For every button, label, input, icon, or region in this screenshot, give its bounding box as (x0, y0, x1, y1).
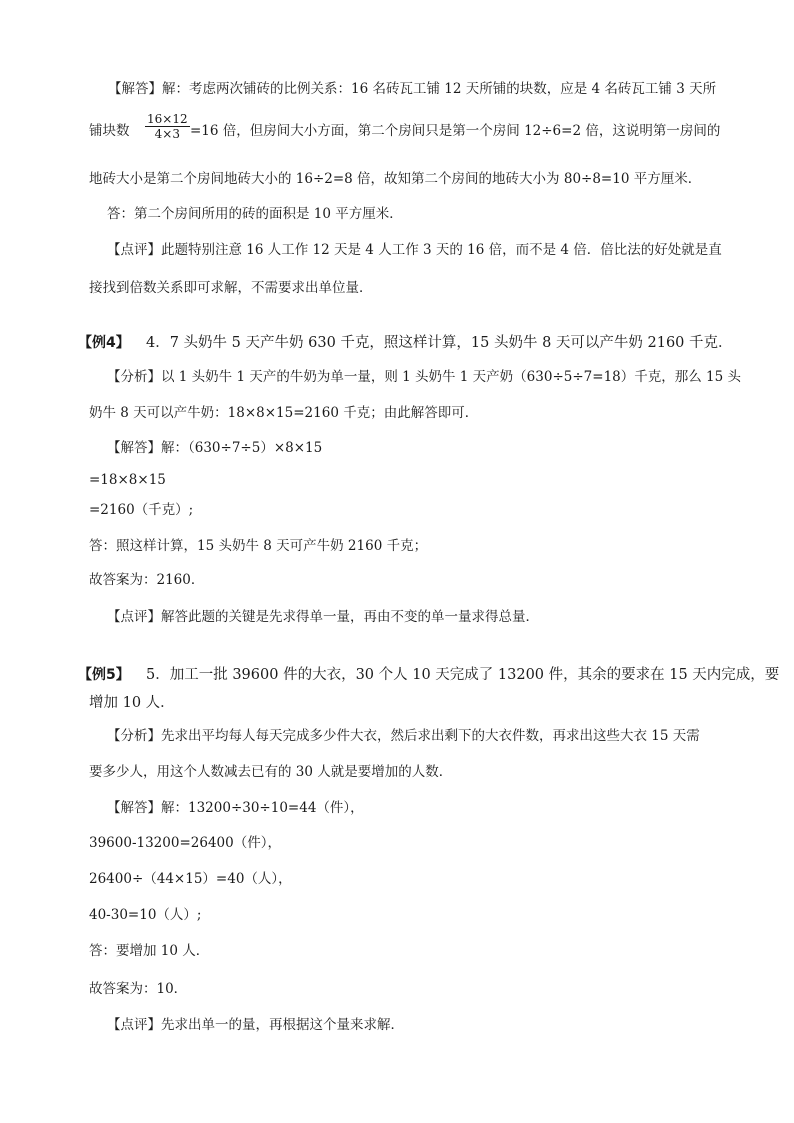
ex4-analysis-line-1: 【分析】以 1 头奶牛 1 天产的牛奶为单一量，则 1 头奶牛 1 天产奶（630÷5÷7=18）千克，那么 15 头 (107, 369, 742, 385)
ex3-answer-line-1: 【解答】解：考虑两次铺砖的比例关系：16 名砖瓦工铺 12 天所铺的块数，应是 4 名砖瓦工铺 3 天所 (108, 81, 717, 97)
ex3-comment-line-1: 【点评】此题特别注意 16 人工作 12 天是 4 人工作 3 天的 16 倍，而不是 4 倍．倍比法的好处就是直 (107, 242, 722, 258)
ex4-final-answer: 故答案为：2160． (89, 572, 205, 588)
ex5-question-line-1: 5．加工一批 39600 件的大衣，30 个人 10 天完成了 13200 件，其余的要求在 15 天内完成，要 (146, 667, 780, 683)
ex5-question-line-2: 增加 10 人． (89, 695, 175, 711)
ex5-solution-line-2: 39600-13200=26400（件）， (89, 835, 281, 851)
ex4-solution-line-2: =18×8×15 (89, 472, 166, 488)
fraction-denominator: 4×3 (154, 127, 180, 141)
ex4-analysis-line-2: 奶牛 8 天可以产牛奶：18×8×15=2160 千克；由此解答即可． (89, 405, 479, 421)
ex5-final-answer: 故答案为：10． (89, 981, 188, 997)
ex3-answer-line-2-prefix: 铺块数 (89, 123, 130, 139)
ex5-analysis-line-2: 要多少人，用这个人数减去已有的 30 人就是要增加的人数． (89, 764, 453, 780)
ex4-tag: 【例4】 (78, 335, 130, 351)
ex3-fraction (145, 112, 190, 141)
ex5-tag: 【例5】 (78, 667, 130, 683)
ex3-answer-line-3: 地砖大小是第二个房间地砖大小的 16÷2=8 倍，故知第二个房间的地砖大小为 80÷8=10 平方厘米． (89, 171, 702, 187)
ex4-question: 4．7 头奶牛 5 天产牛奶 630 千克，照这样计算，15 头奶牛 8 天可以产牛奶 2160 千克． (146, 335, 733, 351)
ex3-conclusion: 答：第二个房间所用的砖的面积是 10 平方厘米． (107, 206, 403, 222)
ex5-analysis-line-1: 【分析】先求出平均每人每天完成多少件大衣，然后求出剩下的大衣件数，再求出这些大衣 15 天需 (107, 728, 700, 744)
ex5-solution-line-1: 【解答】解：13200÷30÷10=44（件）， (107, 800, 364, 816)
ex3-comment-line-2: 接找到倍数关系即可求解，不需要求出单位量． (89, 280, 373, 296)
ex4-comment: 【点评】解答此题的关键是先求得单一量，再由不变的单一量求得总量． (107, 609, 539, 625)
ex4-solution-line-1: 【解答】解：（630÷7÷5）×8×15 (107, 440, 323, 456)
ex4-conclusion: 答：照这样计算，15 头奶牛 8 天可产牛奶 2160 千克； (89, 538, 428, 554)
ex5-comment: 【点评】先求出单一的量，再根据这个量来求解． (107, 1017, 404, 1033)
ex4-solution-line-3: =2160（千克）; (89, 502, 194, 518)
ex5-conclusion: 答：要增加 10 人． (89, 943, 210, 959)
ex5-solution-line-3: 26400÷（44×15）=40（人）， (89, 871, 292, 887)
ex5-solution-line-4: 40-30=10（人）; (89, 907, 202, 923)
fraction-numerator: 16×12 (147, 112, 188, 126)
ex3-answer-line-2-rest: =16 倍，但房间大小方面，第二个房间只是第一个房间 12÷6=2 倍，这说明第一房间的 (190, 123, 721, 139)
